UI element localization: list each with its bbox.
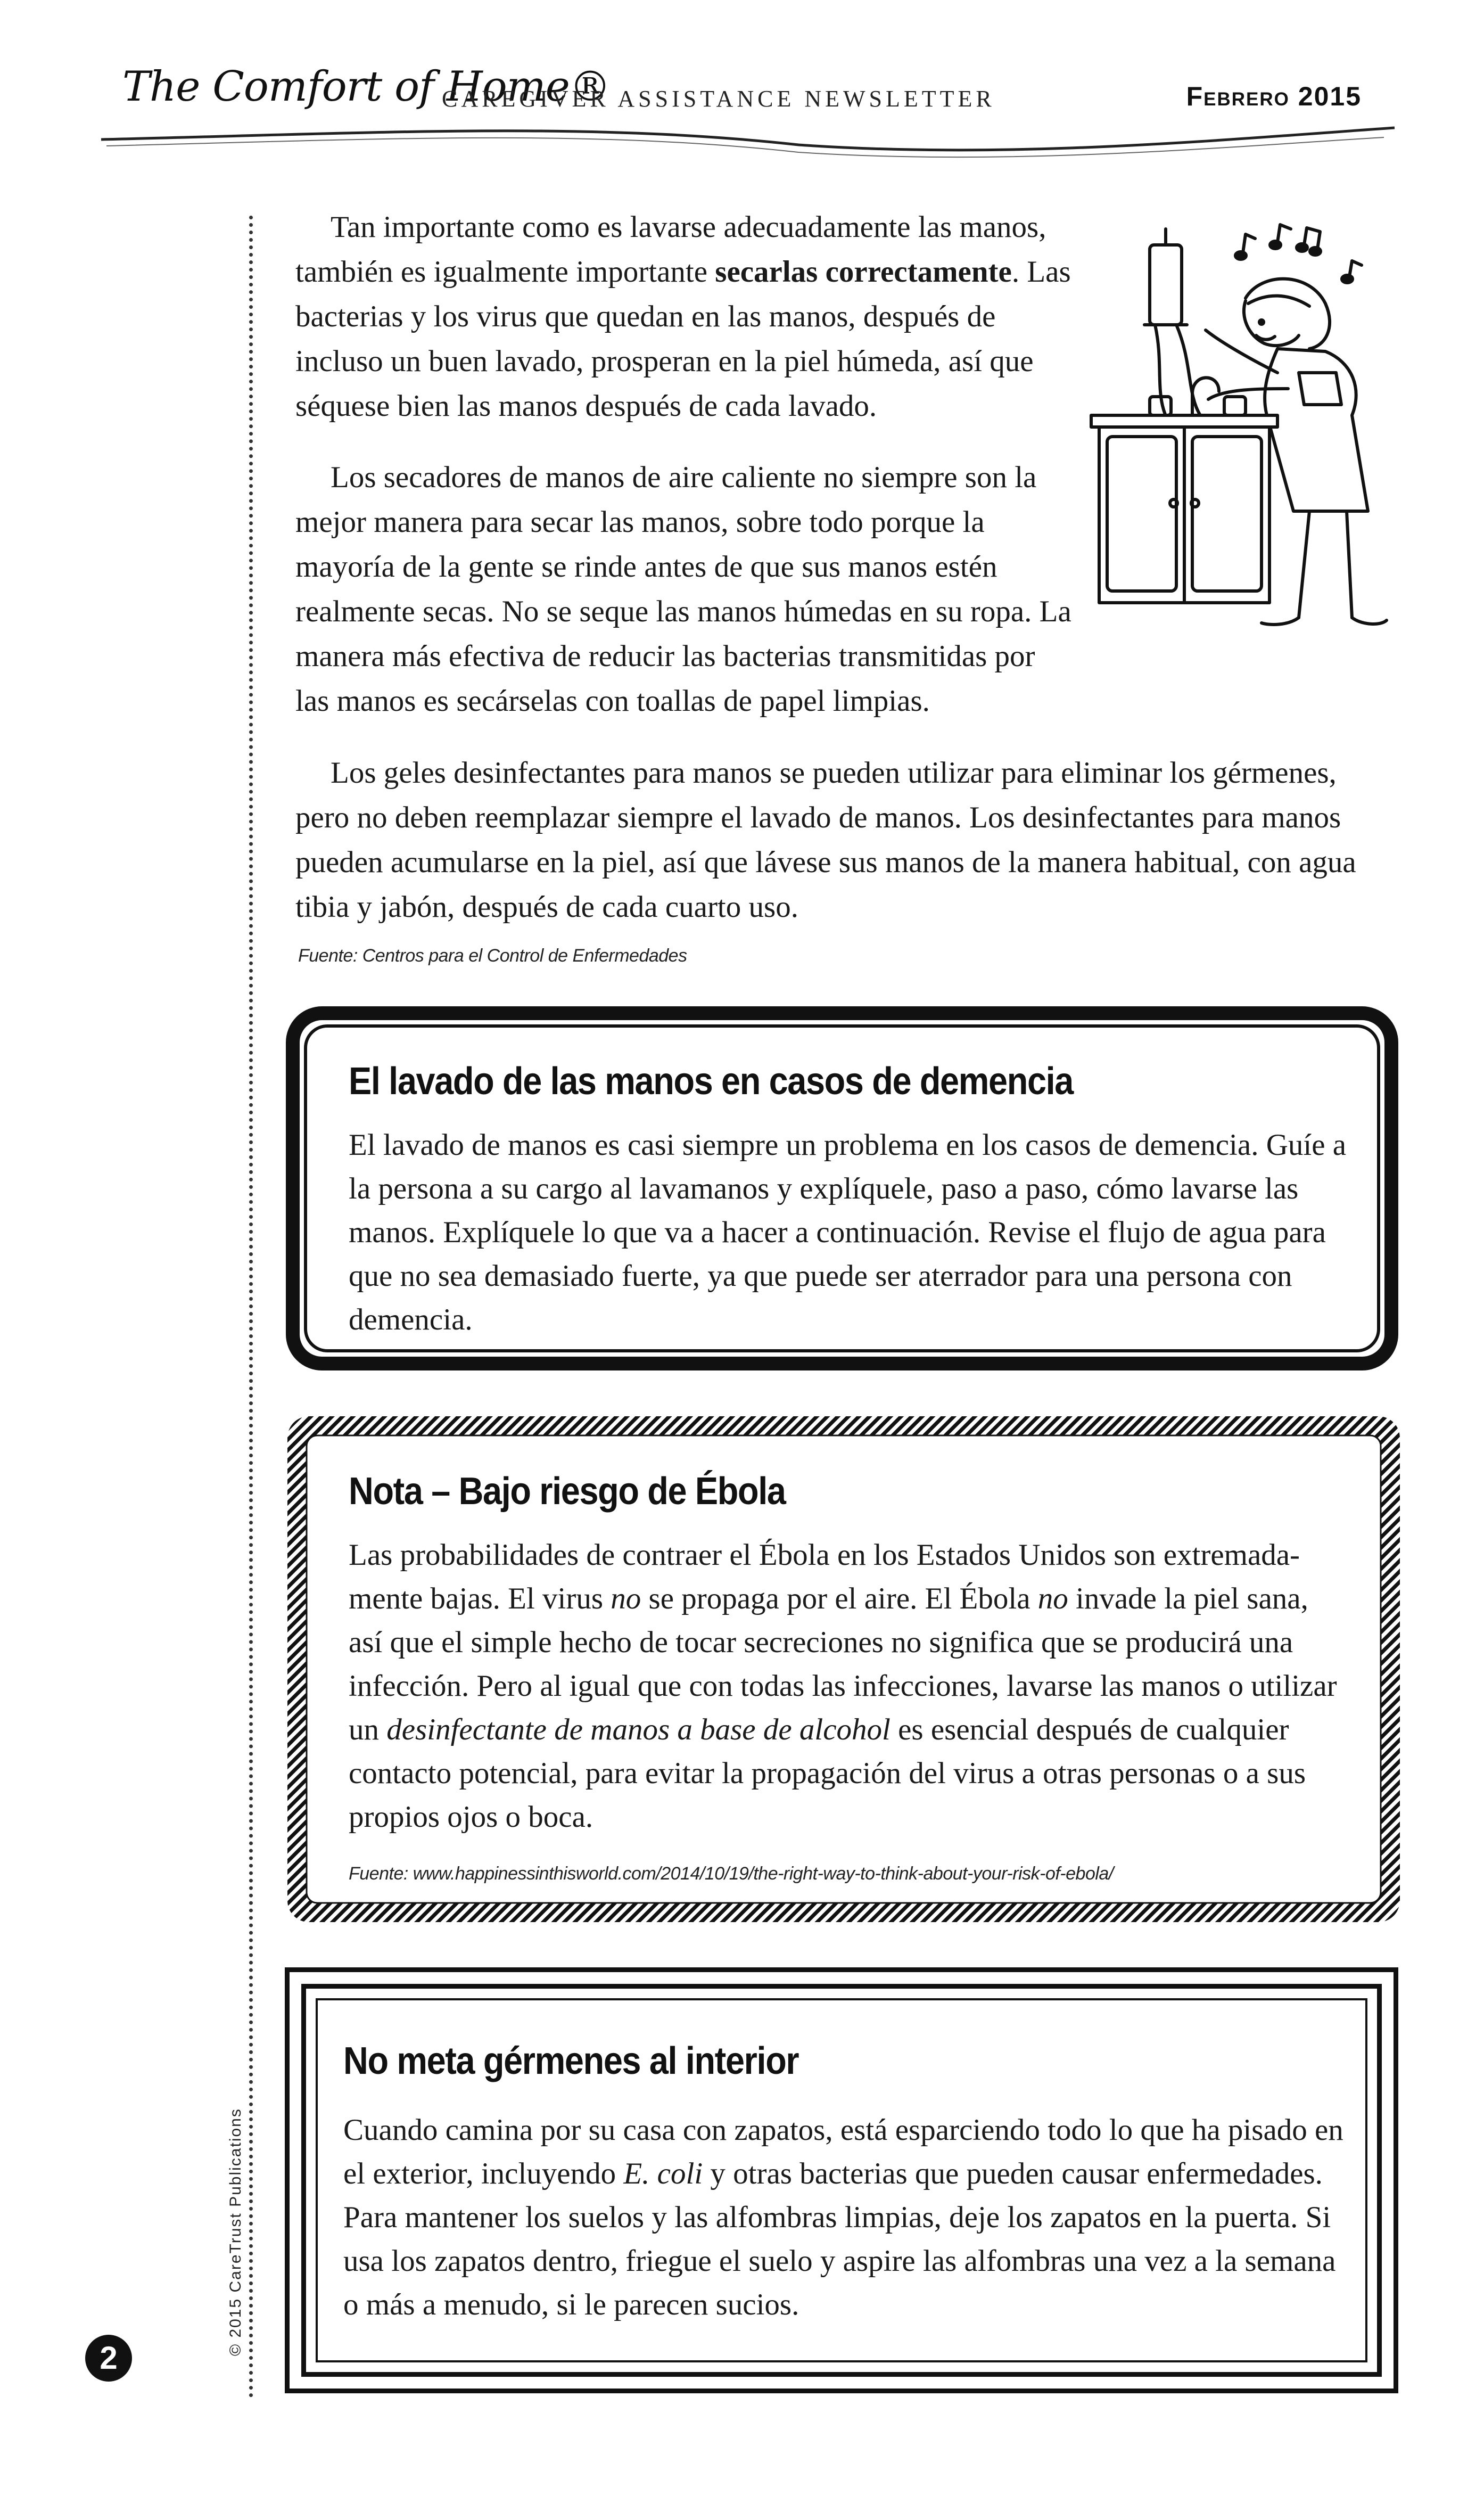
- woman-drying-hands-illustration: [1086, 213, 1395, 682]
- germs-box-text: Cuando camina por su casa con zapatos, está esparciendo todo lo que ha pisado en el exterior, incluyendo E. coli y otras bacterias que pueden causar enfermedades. Para mantener los suelos y las alfombras limpias, deje los zapatos en la puerta. Si usa los zapatos dentro, friegue el suelo y aspire las alfombras una vez a la semana o más a menudo, si le parecen sucios.: [343, 2113, 1343, 2321]
- dotted-margin-rule: [249, 216, 253, 2399]
- intro-source: Fuente: Centros para el Control de Enfermedades: [298, 946, 687, 966]
- copyright-notice: © 2015 CareTrust Publications: [227, 2108, 244, 2356]
- newsletter-header: [0, 0, 1484, 176]
- emphasis-dry-correctly: secarlas correctamente: [715, 255, 1012, 289]
- germs-box-title: No meta gérmenes al interior: [343, 2040, 799, 2082]
- issue-date: Febrero 2015: [1186, 81, 1362, 111]
- newsletter-name: CAREGIVER ASSISTANCE NEWSLETTER: [442, 86, 995, 112]
- ebola-box-text: Las probabilidades de contraer el Ébola en los Estados Unidos son extremada-mente bajas. El virus no se propaga por el aire. El Ébola no invade la piel sana, así que el simple hecho de tocar secreciones no significa que se producirá una infección. Pero al igual que con todas las infecciones, lavarse las manos o utilizar un desinfectante de manos a base de alcohol es esencial después de cualquier contacto potencial, para evitar la propagación del virus a otras personas o a sus propios ojos o boca.: [349, 1538, 1337, 1834]
- intro-paragraph-1: Tan importante como es lavarse adecuadamente las manos, también es igualmente importante secarlas correctamente. Las bacterias y los virus que quedan en las manos, después de incluso un buen lavado, prosperan en la piel húmeda, así que séquese bien las manos después de cada lavado.: [295, 210, 1071, 423]
- dementia-box-text: El lavado de manos es casi siempre un problema en los casos de demencia. Guíe a la persona a su cargo al lavamanos y explíquele, paso a paso, cómo lavarse las manos. Explíquele lo que va a hacer a continuación. Revise el flujo de agua para que no sea demasiado fuerte, ya que puede ser aterrador para una persona con demencia.: [349, 1128, 1347, 1336]
- dementia-box-title: El lavado de las manos en casos de demencia: [349, 1060, 1073, 1103]
- ebola-box-title: Nota – Bajo riesgo de Ébola: [349, 1470, 786, 1513]
- intro-paragraph-3: Los geles desinfectantes para manos se pueden utilizar para eliminar los gérmenes, pero no deben reemplazar siempre el lavado de manos. Los desinfectantes para manos pueden acumularse en la piel, así que lávese sus manos de la manera habitual, con agua tibia y jabón, después de cada cuarto uso.: [295, 756, 1356, 924]
- newsletter-logo: The Comfort of Home®: [122, 63, 611, 111]
- page-number-badge: 2: [85, 2335, 132, 2382]
- ebola-source: Fuente: www.happinessinthisworld.com/2014/10/19/the-right-way-to-think-about-your-risk-of-ebola/: [349, 1864, 1114, 1884]
- intro-paragraph-2: Los secadores de manos de aire caliente no siempre son la mejor manera para secar las manos, sobre todo porque la mayoría de la gente se rinde antes de que sus manos estén realmente secas. No se seque las manos húmedas en su ropa. La manera más efectiva de reducir las bacterias transmitidas por las manos es secárselas con toallas de papel limpias.: [295, 461, 1071, 718]
